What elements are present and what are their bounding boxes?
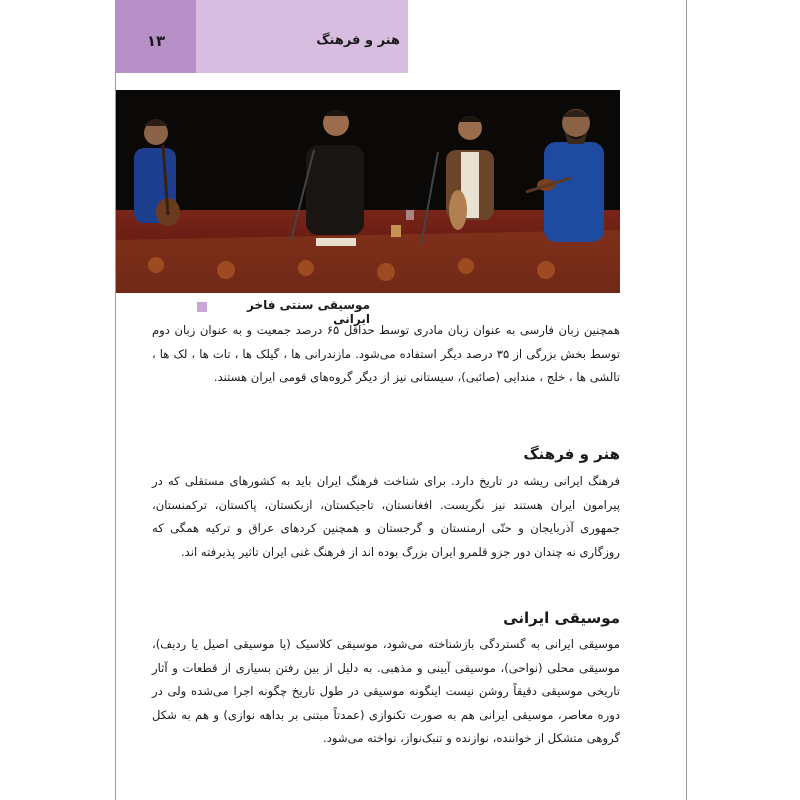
paragraph-culture: فرهنگ ایرانی ریشه در تاریخ دارد. برای شناخت فرهنگ ایران باید به کشورهای مستقلی که در پیرامون ایران هستند نیز نگریست. افغانستان، تاجیکستان، ازبکستان، پاکستان، ترکمنستان، جمهوری آذربایجان و حتّی ارمنستان و گرجستان و همچنین کردهای عراق و ترکیه همگی که روزگاری نه چندان دور جزو قلمرو ایران بزرگ بوده اند از فرهنگ غنی ایران تاثیر پذیرفته اند. [152, 474, 620, 559]
heading-music: موسیقی ایرانی [503, 609, 620, 627]
caption-bullet [197, 302, 207, 312]
paragraph-language: همچنین زبان فارسی به عنوان زبان مادری توسط حداقل ۶۵ درصد جمعیت و به عنوان زبان دوم توسط بخش بزرگی از ۳۵ درصد دیگر استفاده می‌شود. مازندرانی ها ، گیلک ها ، تات ها ، لک ها ، تالشی ها ، خلج ، مندایی (صائبی)، سیستانی نیز از دیگر گروه‌های قومی ایران هستند. [152, 323, 620, 384]
paragraph-music: موسیقی ایرانی به گستردگی بازشناخته می‌شود، موسیقی کلاسیک (یا موسیقی اصیل یا ردیف)، موسیقی محلی (نواحی)، موسیقی آیینی و مذهبی. به دلیل از بین رفتن بسیاری از قطعات و آثار تاریخی موسیقی دقیقاً روشن نیست اینگونه موسیقی در طول تاریخ چگونه اجرا می‌شده ولی در دوره معاصر، موسیقی ایرانی هم به صورت تکنوازی (عمدتاً مبتنی بر بداهه نوازی) و هم به شکل گروهی متشکل از خواننده، نوازنده و تنبک‌نواز، نواخته می‌شود. [152, 637, 620, 745]
page-border-right [686, 0, 687, 800]
chapter-title: هنر و فرهنگ [316, 33, 400, 48]
photo-caption: موسیقی سنتی فاخر ایرانی [247, 298, 370, 326]
heading-culture: هنر و فرهنگ [523, 445, 620, 463]
page-number: ۱۳ [146, 32, 166, 50]
concert-photo [116, 90, 620, 293]
